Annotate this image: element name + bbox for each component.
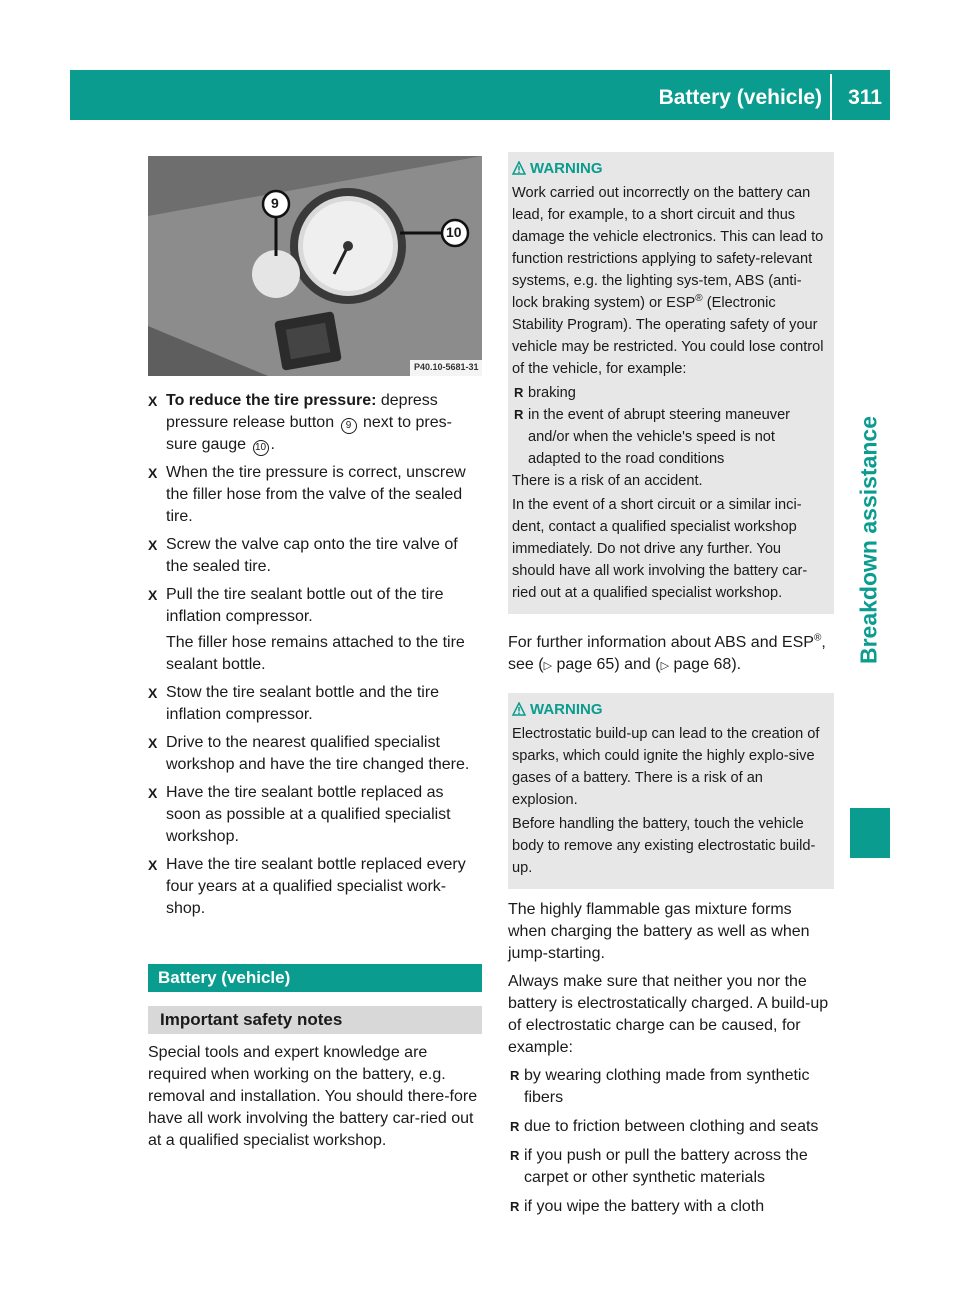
- list-item: R due to friction between clothing and seats: [508, 1116, 834, 1138]
- list-item: R if you wipe the battery with a cloth: [508, 1196, 834, 1218]
- step-arrow-icon: X: [148, 685, 158, 701]
- step-item: X Drive to the nearest qualified specialist workshop and have the tire changed there.: [148, 734, 470, 773]
- left-column: [148, 156, 482, 1152]
- right-column: [508, 152, 834, 1225]
- step-item: X Have the tire sealant bottle replaced every four years at a qualified specialist work-shop.: [148, 856, 466, 917]
- header-bar: [70, 70, 890, 120]
- tire-compressor-illustration: [148, 156, 482, 376]
- side-tab-marker: [850, 808, 890, 858]
- section-heading: Battery (vehicle): [148, 964, 482, 992]
- static-paragraph: Always make sure that neither you nor the battery is electrostatically charged. A build-up of electrostatic charge can be caused, for example:: [508, 973, 829, 1056]
- further-info-paragraph: For further information about ABS and ESP®, see (▷ page 65) and (▷ page 68).: [508, 632, 826, 673]
- bullet-icon: R: [510, 1068, 520, 1083]
- step-item: X Screw the valve cap onto the tire valve of the sealed tire.: [148, 536, 458, 575]
- warning-text: In the event of a short circuit or a similar inci-dent, contact a qualified specialist workshop immediately. Do not drive any further. You should have all work involving the battery car-ried out at a qualified specialist workshop.: [512, 497, 808, 601]
- subsection-heading: Important safety notes: [148, 1006, 482, 1034]
- step-arrow-icon: X: [148, 393, 158, 409]
- bullet-icon: R: [514, 407, 524, 422]
- callout-10-label: 10: [446, 224, 462, 240]
- static-causes-list: [508, 1065, 834, 1218]
- header-divider: [830, 74, 832, 120]
- step-item: X Stow the tire sealant bottle and the tire inflation compressor.: [148, 684, 440, 723]
- step-arrow-icon: X: [148, 537, 158, 553]
- bullet-icon: R: [514, 385, 524, 400]
- warning-title: WARNING: [512, 699, 826, 721]
- callout-9-icon: 9: [341, 418, 357, 434]
- header-title: Battery (vehicle): [658, 86, 822, 109]
- page-ref-arrow-icon: ▷: [660, 660, 670, 672]
- gas-paragraph: The highly flammable gas mixture forms when charging the battery as well as when jump-starting.: [508, 901, 810, 962]
- list-item: R if you push or pull the battery across the carpet or other synthetic materials: [510, 1147, 808, 1186]
- step-item: X Pull the tire sealant bottle out of the tire inflation compressor.: [148, 586, 444, 625]
- page-ref-arrow-icon: ▷: [543, 660, 553, 672]
- bullet-icon: R: [510, 1119, 520, 1134]
- page-number: 311: [848, 86, 882, 109]
- bullet-icon: R: [510, 1148, 520, 1163]
- callout-10-icon: 10: [253, 440, 269, 456]
- step-note: The filler hose remains attached to the tire sealant bottle.: [166, 634, 465, 673]
- warning-bullet: R in the event of abrupt steering maneuver and/or when the vehicle's speed is not adapted to the road conditions: [512, 404, 826, 470]
- step-arrow-icon: X: [148, 785, 158, 801]
- figure-code: P40.10-5681-31: [414, 362, 479, 372]
- step-item: X Have the tire sealant bottle replaced as soon as possible at a qualified specialist workshop.: [148, 784, 451, 845]
- step-item: X To reduce the tire pressure: depress pressure release button 9 next to pres-sure gauge 10 .: [148, 390, 482, 456]
- side-tab-label: Breakdown assistance: [855, 415, 882, 665]
- warning-triangle-icon: [512, 702, 526, 716]
- warning-text: Electrostatic build-up can lead to the creation of sparks, which could ignite the highly explo-sive gases of a battery. There is a risk of an explosion.: [512, 726, 820, 808]
- warning-text: Before handling the battery, touch the vehicle body to remove any existing electrostatic build-up.: [512, 816, 816, 876]
- warning-box-electrostatic: [508, 693, 834, 889]
- callout-9-label: 9: [271, 195, 279, 211]
- step-arrow-icon: X: [148, 857, 158, 873]
- warning-text: There is a risk of an accident.: [512, 473, 703, 489]
- step-item: X When the tire pressure is correct, unscrew the filler hose from the valve of the sealed tire.: [148, 464, 466, 525]
- intro-paragraph: Special tools and expert knowledge are required when working on the battery, e.g. removal and installation. You should there-fore have all work involving the battery car-ried out at a qualified specialist workshop.: [148, 1044, 478, 1149]
- step-list: [148, 390, 482, 920]
- step-arrow-icon: X: [148, 465, 158, 481]
- warning-title: WARNING: [512, 158, 826, 180]
- step-arrow-icon: X: [148, 735, 158, 751]
- warning-text: Work carried out incorrectly on the battery can lead, for example, to a short circuit and thus damage the vehicle electronics. This can lead to function restrictions applying to safety-relevant systems, e.g. the lighting sys-tem, ABS (anti-lock braking system) or ESP® (Electronic Stability Program). The operating safety of your vehicle may be restricted. You could lose control of the vehicle, for example:: [512, 185, 824, 377]
- list-item: R by wearing clothing made from synthetic fibers: [510, 1067, 810, 1106]
- warning-box-electronics: [508, 152, 834, 614]
- step-arrow-icon: X: [148, 587, 158, 603]
- bullet-icon: R: [510, 1199, 520, 1214]
- warning-bullet: R braking: [512, 382, 826, 404]
- warning-triangle-icon: [512, 161, 526, 175]
- tire-compressor-figure: [148, 156, 482, 376]
